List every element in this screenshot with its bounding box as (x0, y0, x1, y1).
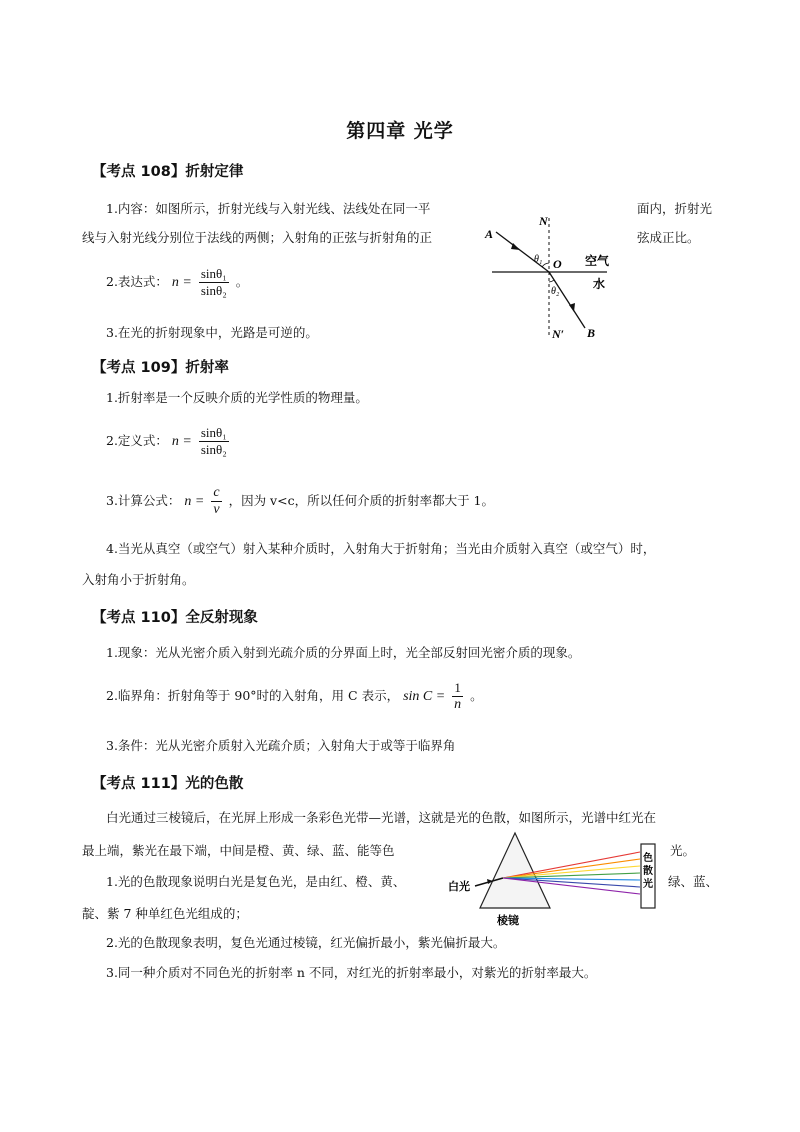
section-heading-110: 【考点 110】全反射现象 (92, 610, 258, 626)
s111-p1-line2: 靛、紫 7 种单红色光组成的； (82, 906, 248, 921)
s111-p1-line1-left: 1.光的色散现象说明白光是复色光，是由红、橙、黄、 (106, 874, 406, 889)
label-theta1: θ₁ (534, 254, 543, 265)
fraction-denominator: v (213, 502, 220, 517)
s111-p0-line2-right: 光。 (670, 843, 696, 858)
s109-p4-line1: 4.当光从真空（或空气）射入某种介质时，入射角大于折射角；当光由介质射入真空（或空气）时， (106, 541, 656, 556)
angle2-arc (549, 280, 554, 282)
refracted-ray (549, 272, 585, 328)
s108-p1-line2-left: 线与入射光线分别位于法线的两侧；入射角的正弦与折射角的正 (82, 230, 433, 245)
critical-angle-end: 。 (470, 688, 483, 703)
section-heading-111: 【考点 111】光的色散 (92, 776, 244, 792)
s111-p1-line1-right: 绿、蓝、 (668, 874, 719, 889)
s109-definition (106, 425, 232, 458)
label-air: 空气 (585, 254, 610, 268)
fraction-numerator: c (213, 485, 220, 500)
s108-p1-line1-right: 面内，折射光 (637, 201, 713, 216)
formula-lhs: n = (171, 434, 192, 449)
s110-critical-angle (106, 680, 483, 713)
label-b: B (587, 326, 596, 340)
fraction-numerator: sinθ₁ (200, 425, 227, 440)
s110-p1: 1.现象：光从光密介质入射到光疏介质的分界面上时，光全部反射回光密介质的现象。 (106, 645, 581, 660)
calculation-text: ，因为 v<c，所以任何介质的折射率都大于 1。 (228, 493, 494, 508)
s111-p3: 3.同一种介质对不同色光的折射率 n 不同，对红光的折射率最小，对紫光的折射率最大。 (106, 965, 597, 980)
calculation-fraction (211, 485, 221, 518)
white-light-label: 白光 (448, 881, 470, 893)
definition-label: 2.定义式： (106, 433, 168, 448)
fraction-numerator: 1 (452, 680, 463, 697)
fraction-denominator: sinθ₂ (200, 283, 227, 298)
prism-label: 棱镜 (497, 915, 519, 926)
angle1-arc (542, 263, 549, 267)
s109-calculation (106, 485, 494, 518)
s108-p1-line1-left: 1.内容：如图所示，折射光线与入射光线、法线处在同一平 (106, 201, 431, 216)
expression-label: 2.表达式： (106, 274, 168, 289)
s108-expression (106, 266, 248, 299)
label-n-prime: N′ (552, 327, 565, 341)
s111-p2: 2.光的色散现象表明，复色光通过棱镜，红光偏折最小，紫光偏折最大。 (106, 935, 506, 950)
refraction-fraction (199, 266, 229, 299)
s109-p4-line2: 入射角小于折射角。 (82, 572, 195, 587)
label-theta2: θ₂ (551, 286, 560, 297)
screen-label-char-1: 色散光 (643, 853, 653, 890)
s109-p1: 1.折射率是一个反映介质的光学性质的物理量。 (106, 390, 368, 405)
incident-ray (496, 232, 549, 272)
section-heading-108: 【考点 108】折射定律 (92, 164, 244, 180)
formula-lhs: n = (184, 494, 205, 509)
fraction-denominator: n (454, 697, 462, 712)
section-heading-109: 【考点 109】折射率 (92, 360, 229, 376)
dispersion-diagram (445, 828, 663, 926)
critical-angle-label: 2.临界角：折射角等于 90°时的入射角，用 C 表示， (106, 688, 400, 703)
label-a: A (485, 227, 494, 241)
fraction-numerator: sinθ₁ (200, 266, 227, 281)
s111-p0-line2-left: 最上端，紫光在最下端，中间是橙、黄、绿、蓝、能等色 (82, 843, 395, 858)
s108-p1-line2-right: 弦成正比。 (637, 230, 700, 245)
critical-angle-fraction (452, 680, 463, 713)
definition-fraction (199, 425, 229, 458)
prism-shape (480, 833, 550, 908)
label-o: O (553, 257, 562, 271)
chapter-title: 第四章 光学 (346, 120, 454, 142)
s108-p3: 3.在光的折射现象中，光路是可逆的。 (106, 325, 318, 340)
calculation-label: 3.计算公式： (106, 493, 181, 508)
fraction-denominator: sinθ₂ (200, 442, 227, 457)
s110-p3: 3.条件：光从光密介质射入光疏介质；入射角大于或等于临界角 (106, 738, 456, 753)
s111-p0-line1: 白光通过三棱镜后，在光屏上形成一条彩色光带—光谱，这就是光的色散，如图所示，光谱中红光在 (106, 810, 657, 825)
refraction-diagram (482, 210, 632, 345)
formula-lhs: sin C = (403, 689, 446, 704)
formula-lhs: n = (171, 275, 192, 290)
expression-end: 。 (235, 274, 249, 289)
label-water: 水 (593, 277, 606, 291)
label-n: N (539, 214, 548, 228)
